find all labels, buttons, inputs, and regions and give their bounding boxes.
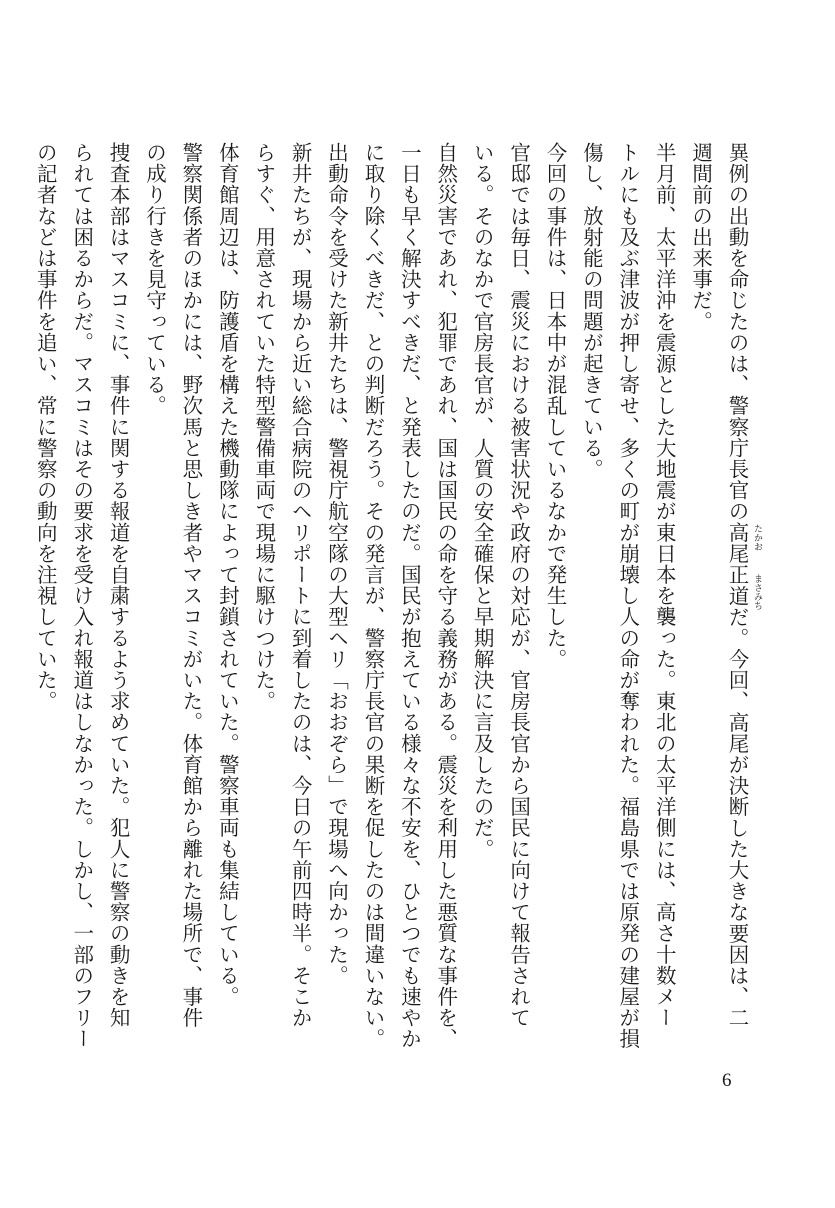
text-column-16: 警察関係者のほかには、野次馬と思しき者やマスコミがいた。体育館から離れた場所で、事件 [178, 142, 203, 1029]
text-column-10: 一日も早く解決すべきだ、と発表したのだ。国民が抱えている様々な不安を、ひとつでも速やか [397, 142, 422, 1050]
text-column-9: 自然災害であれ、犯罪であれ、国は国民の命を守る義務がある。震災を利用した悪質な事件を、 [433, 142, 458, 1050]
ruby-name-takao-masamichi [725, 521, 762, 610]
text-column-5: 傷し、放射能の問題が起きている。 [579, 142, 604, 480]
text-column-7: 官邸では毎日、震災における被害状況や政府の対応が、官房長官から国民に向けて報告されて [506, 142, 531, 1029]
text-column-19: られては困るからだ。マスコミはその要求を受け入れ報道はしなかった。しかし、一部のフリー [69, 142, 94, 1050]
text-column-20: の記者などは事件を追い、常に警察の動向を注視していた。 [33, 142, 58, 712]
column-text: だ。今回、高尾が決断した大きな要因は、二 [725, 606, 749, 1029]
text-column-11: に取り除くべきだ、との判断だろう。その発言が、警察庁長官の果断を促したのは間違いない。 [360, 142, 385, 1050]
text-column-4: トルにも及ぶ津波が押し寄せ、多くの町が崩壊し人の命が奪われた。福島県では原発の建屋が損 [615, 142, 640, 1050]
text-column-3: 半月前、太平洋沖を震源とした大地震が東日本を襲った。東北の太平洋側には、高さ十数メー [652, 142, 677, 1029]
text-column-15: 体育館周辺は、防護盾を構えた機動隊によって封鎖されていた。警察車両も集結している。 [215, 142, 240, 1008]
text-column-18: 捜査本部はマスコミに、事件に関する報道を自粛するよう求めていた。犯人に警察の動きを知 [106, 142, 131, 1029]
text-column-12: 出動命令を受けた新井たちは、警視庁航空隊の大型ヘリ「おおぞら」で現場へ向かった。 [324, 142, 349, 986]
column-text: 異例の出動を命じたのは、警察庁長官の [725, 142, 749, 522]
text-column-1 [719, 142, 762, 1042]
text-column-6: 今回の事件は、日本中が混乱しているなかで発生した。 [542, 142, 567, 670]
page-number: 6 [722, 1070, 732, 1091]
text-column-17: の成り行きを見守っている。 [142, 142, 167, 417]
text-column-2: 週間前の出来事だ。 [688, 142, 713, 332]
ruby-base-takao: 高尾 [725, 521, 749, 565]
text-column-8: いる。そのなかで官房長官が、人質の安全確保と早期解決に言及したのだ。 [470, 142, 495, 860]
vertical-text-block [33, 142, 762, 1050]
text-column-13: 新井たちが、現場から近い総合病院のヘリポートに到着したのは、今日の午前四時半。そこか [288, 142, 313, 1029]
furigana-masamichi: まさみち [752, 573, 762, 610]
text-column-14: らすぐ、用意されていた特型警備車両で現場に駆けつけた。 [251, 142, 276, 712]
furigana-takao: たかお [752, 523, 762, 551]
ruby-base-masamichi: 正道 [725, 564, 749, 607]
